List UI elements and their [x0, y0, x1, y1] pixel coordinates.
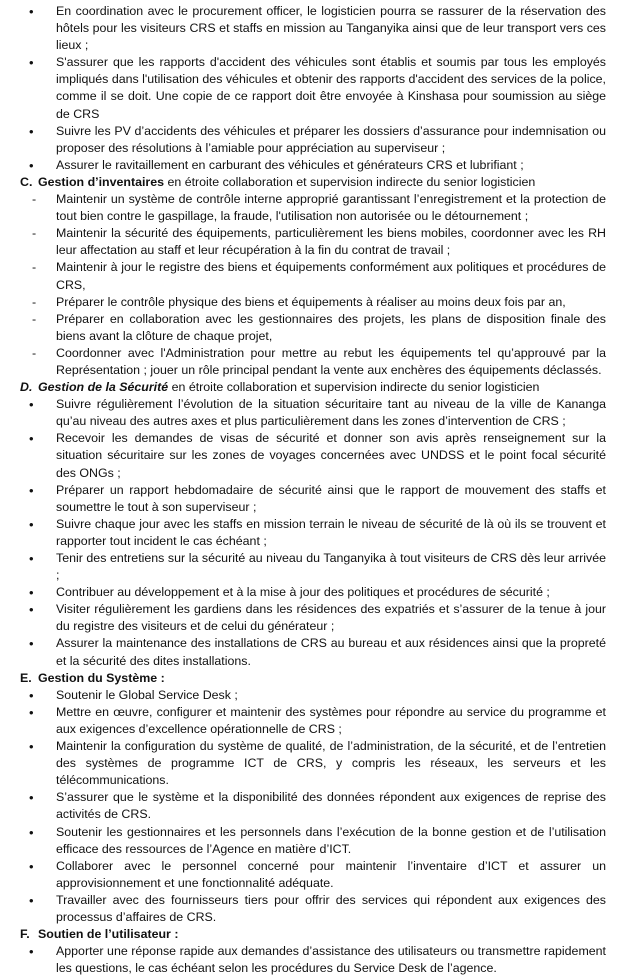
list-item: - Préparer en collaboration avec les gestionnaires des projets, les plans de disposition finale des biens avant la clôture de chaque projet,: [20, 311, 606, 345]
section-c-title: Gestion d’inventaires: [38, 174, 165, 189]
section-f-letter: F.: [20, 927, 30, 942]
list-item: • Suivre les PV d’accidents des véhicules et préparer les dossiers d’assurance pour indemnisation ou proposer des résolutions à l’amiable pour appréciation au superviseur ;: [20, 123, 606, 157]
list-item: • S’assurer que le système et la disponibilité des données répondent aux exigences de reprise des activités de CRS.: [20, 789, 606, 823]
list-item: - Maintenir la sécurité des équipements, particulièrement les biens mobiles, coordonner avec les RH leur affectation au staff et leur récupération à la fin du contrat de travail ;: [20, 225, 606, 259]
list-item: • Suivre chaque jour avec les staffs en mission terrain le niveau de sécurité de là où ils se trouvent et rapporter tout incident le cas échéant ;: [20, 516, 606, 550]
list-item: • Mettre en œuvre, configurer et maintenir des systèmes pour répondre au service du programme et aux exigences d’excellence opérationnelle de CRS ;: [20, 704, 606, 738]
list-item: • Préparer un rapport hebdomadaire de sécurité ainsi que le rapport de mouvement des staffs et soumettre le tout à son superviseur ;: [20, 482, 606, 516]
list-item: • Soutenir le Global Service Desk ;: [20, 687, 606, 704]
list-item: • Suivre régulièrement l’évolution de la situation sécuritaire tant au niveau de la ville de Kananga qu’au niveau des autres axes et plus particulièrement dans les zones d’intervention de CRS ;: [20, 396, 606, 430]
list-item: • Assurer la maintenance des installations de CRS au bureau et aux résidences ainsi que la propreté et la sécurité des dites installations.: [20, 635, 606, 669]
section-c-heading: [20, 174, 606, 191]
list-item: • Soutenir les gestionnaires et les personnels dans l’exécution de la bonne gestion et de l’utilisation efficace des ressources de l’Agence en matière d’ICT.: [20, 824, 606, 858]
section-d-list: [20, 396, 606, 670]
list-item: • En coordination avec le procurement officer, le logisticien pourra se rassurer de la réservation des hôtels pour les visiteurs CRS et staffs en mission au Tanganyika ainsi que de leur transport vers ces lieux ;: [20, 3, 606, 54]
list-item: • S'assurer que les rapports d'accident des véhicules sont établis et soumis par tous les employés impliqués dans l'utilisation des véhicules et obtenir des rapports d'accident des services de la police, comme il se doit. Une copie de ce rapport doit être envoyée à Kinshasa pour soumission au siège de CRS: [20, 54, 606, 122]
list-item: • Contribuer au développement et à la mise à jour des politiques et procédures de sécurité ;: [20, 584, 606, 601]
section-c-letter: C.: [20, 174, 33, 189]
list-item: • Apporter une réponse rapide aux demandes d’assistance des utilisateurs ou transmettre rapidement les questions, le cas échéant selon les procédures du Service Desk de l’agence.: [20, 943, 606, 977]
section-e-letter: E.: [20, 670, 32, 685]
section-e-list: [20, 687, 606, 926]
section-d-heading: [20, 379, 606, 396]
section-c-list: [20, 191, 606, 379]
section-c-subtitle: en étroite collaboration et supervision indirecte du senior logisticien: [167, 174, 536, 189]
list-item: • Travailler avec des fournisseurs tiers pour offrir des services qui répondent aux exigences des processus d’affaires de CRS.: [20, 892, 606, 926]
list-item: • Collaborer avec le personnel concerné pour maintenir l’inventaire d’ICT et assurer un approvisionnement et une fonctionnalité adéquate.: [20, 858, 606, 892]
section-d-subtitle: en étroite collaboration et supervision indirecte du senior logisticien: [171, 380, 540, 395]
list-item: - Maintenir un système de contrôle interne approprié garantissant l’enregistrement et la protection de tout bien contre le gaspillage, la fraude, l'utilisation non autorisée ou le détournement ;: [20, 191, 606, 225]
list-item: • Maintenir la configuration du système de qualité, de l’administration, de la sécurité, et de l’entretien des systèmes de programme ICT de CRS, y compris les réseaux, les serveurs et les télécommunications.: [20, 738, 606, 789]
section-e-title: Gestion du Système :: [38, 670, 165, 685]
list-item: - Maintenir à jour le registre des biens et équipements conformément aux politiques et procédures de CRS,: [20, 259, 606, 293]
section-f-title: Soutien de l’utilisateur :: [38, 927, 179, 942]
list-item: • Assurer le ravitaillement en carburant des véhicules et générateurs CRS et lubrifiant ;: [20, 157, 606, 174]
section-f-list: [20, 943, 606, 977]
section-d-letter: D.: [20, 380, 33, 395]
section-e-heading: [20, 670, 606, 687]
list-item: • Tenir des entretiens sur la sécurité au niveau du Tanganyika à tout visiteurs de CRS dès leur arrivée ;: [20, 550, 606, 584]
list-item: - Coordonner avec l'Administration pour mettre au rebut les équipements tel qu’approuvé par la Représentation ; jouer un rôle principal pendant la vente aux enchères des équipements déclassés.: [20, 345, 606, 379]
intro-bullet-list: [20, 3, 606, 174]
section-d-title: Gestion de la Sécurité: [38, 380, 169, 395]
list-item: • Visiter régulièrement les gardiens dans les résidences des expatriés et s’assurer de la tenue à jour du registre des visiteurs et de celui du générateur ;: [20, 601, 606, 635]
list-item: - Préparer le contrôle physique des biens et équipements à réaliser au moins deux fois par an,: [20, 294, 606, 311]
list-item: • Recevoir les demandes de visas de sécurité et donner son avis après renseignement sur la situation sécuritaire sur les zones de voyages concernées avec UNDSS et le point focal sécurité des ONGs ;: [20, 430, 606, 481]
